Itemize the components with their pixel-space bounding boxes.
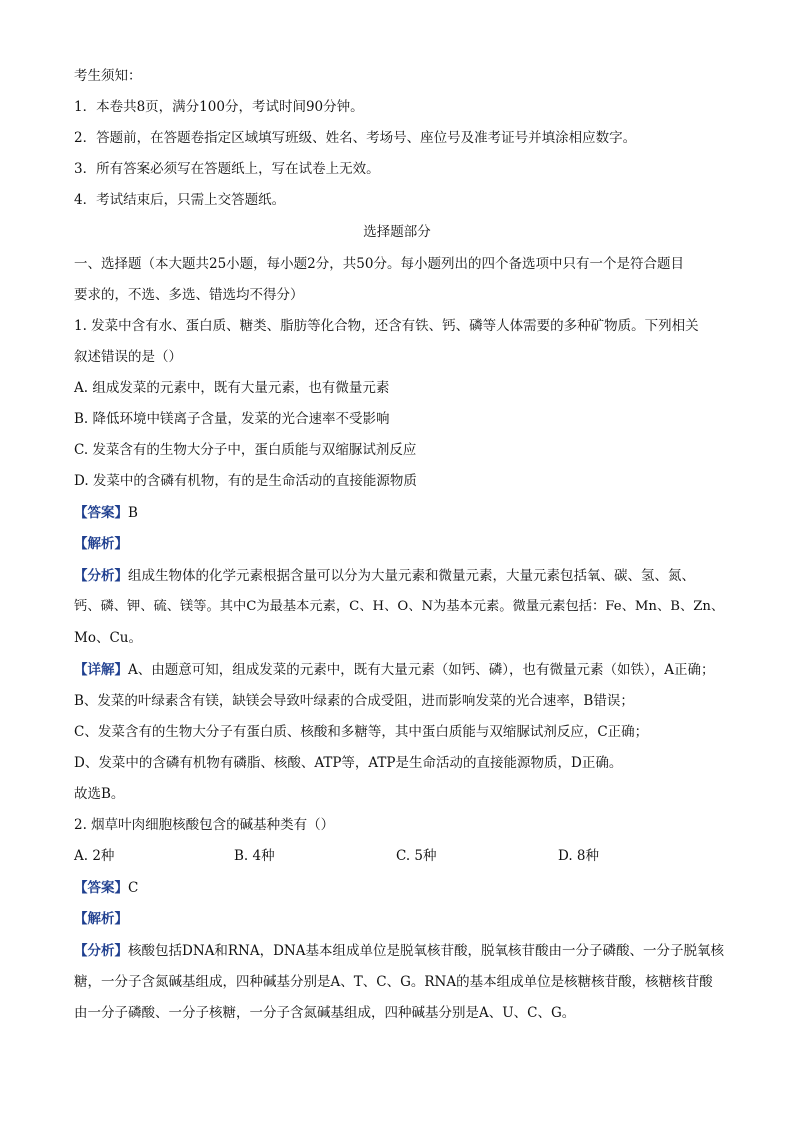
q1-analysis-line1	[74, 566, 734, 586]
q1-analysis-line2: 钙、磷、钾、硫、镁等。其中C为最基本元素，C、H、O、N为基本元素。微量元素包括：Fe、Mn、B、Zn、	[74, 599, 725, 614]
q2-option-c: C. 5种	[396, 848, 437, 864]
q2-option-d: D. 8种	[558, 848, 600, 864]
q1-detail-tag: 【详解】	[74, 662, 128, 678]
q1-stem-line1: 1. 发菜中含有水、蛋白质、糖类、脂肪等化合物，还含有铁、钙、磷等人体需要的多种矿物质。下列相关	[74, 318, 699, 334]
q2-analysis-line3: 由一分子磷酸、一分子核糖，一分子含氮碱基组成，四种碱基分别是A、U、C、G。	[74, 1005, 576, 1021]
q2-analysis-text1: 核酸包括DNA和RNA，DNA基本组成单位是脱氧核苷酸，脱氧核苷酸由一分子磷酸、一分子脱氧核	[128, 943, 724, 959]
q1-option-c: C. 发菜含有的生物大分子中，蛋白质能与双缩脲试剂反应	[74, 442, 417, 458]
q1-option-b: B. 降低环境中镁离子含量，发菜的光合速率不受影响	[74, 411, 390, 427]
q2-answer	[74, 878, 734, 898]
q1-explain-tag: 【解析】	[74, 536, 128, 552]
q1-analysis-text1: 组成生物体的化学元素根据含量可以分为大量元素和微量元素，大量元素包括氧、碳、氢、氮、	[128, 568, 695, 584]
q2-analysis-tag: 【分析】	[74, 943, 128, 959]
part-one-heading-line1: 一、选择题（本大题共25小题，每小题2分，共50分。每小题列出的四个备选项中只有一个是符合题目	[74, 256, 684, 272]
q1-detail-line4: D、发菜中的含磷有机物有磷脂、核酸、ATP等，ATP是生命活动的直接能源物质，D正确。	[74, 755, 623, 771]
q2-analysis-line2: 糖，一分子含氮碱基组成，四种碱基分别是A、T、C、G。RNA的基本组成单位是核糖核苷酸，核糖核苷酸	[74, 974, 713, 990]
q1-answer-value: B	[128, 505, 138, 521]
q1-conclusion: 故选B。	[74, 786, 125, 802]
q2-option-a: A. 2种	[74, 848, 115, 864]
q1-stem-line2: 叙述错误的是（）	[74, 349, 182, 365]
q2-stem: 2. 烟草叶肉细胞核酸包含的碱基种类有（）	[74, 817, 335, 833]
q1-detail-line2: B、发菜的叶绿素含有镁，缺镁会导致叶绿素的合成受阻，进而影响发菜的光合速率，B错误；	[74, 693, 634, 709]
q1-option-d: D. 发菜中的含磷有机物，有的是生命活动的直接能源物质	[74, 473, 417, 489]
notice-item-4: 4．考试结束后，只需上交答题纸。	[74, 192, 286, 208]
q2-analysis-line1	[74, 941, 734, 961]
q2-explain-tag: 【解析】	[74, 911, 128, 927]
notice-item-2: 2．答题前，在答题卷指定区域填写班级、姓名、考场号、座位号及准考证号并填涂相应数字。	[74, 130, 637, 146]
notice-title: 考生须知：	[74, 68, 142, 84]
q1-explain	[74, 534, 734, 554]
q1-option-a: A. 组成发菜的元素中，既有大量元素，也有微量元素	[74, 380, 390, 396]
q2-explain	[74, 909, 734, 929]
part-one-heading-line2: 要求的，不选、多选、错选均不得分）	[74, 287, 304, 303]
notice-item-3: 3．所有答案必须写在答题纸上，写在试卷上无效。	[74, 161, 380, 177]
q1-detail-line1	[74, 660, 734, 680]
notice-item-1: 1．本卷共8页，满分100分，考试时间90分钟。	[74, 99, 364, 115]
q1-detail-line3: C、发菜含有的生物大分子有蛋白质、核酸和多糖等，其中蛋白质能与双缩脲试剂反应，C正确；	[74, 724, 649, 740]
q1-answer	[74, 503, 734, 523]
q2-answer-tag: 【答案】	[74, 880, 128, 896]
q2-option-b: B. 4种	[234, 848, 275, 864]
q2-answer-value: C	[128, 880, 139, 896]
q1-detail-text1: A、由题意可知，组成发菜的元素中，既有大量元素（如钙、磷），也有微量元素（如铁），A正确；	[128, 662, 715, 678]
q2-options-row	[74, 846, 774, 866]
q1-analysis-tag: 【分析】	[74, 568, 128, 584]
q1-analysis-line3: Mo、Cu。	[74, 630, 142, 646]
section-title: 选择题部分	[363, 224, 431, 240]
q1-answer-tag: 【答案】	[74, 505, 128, 521]
